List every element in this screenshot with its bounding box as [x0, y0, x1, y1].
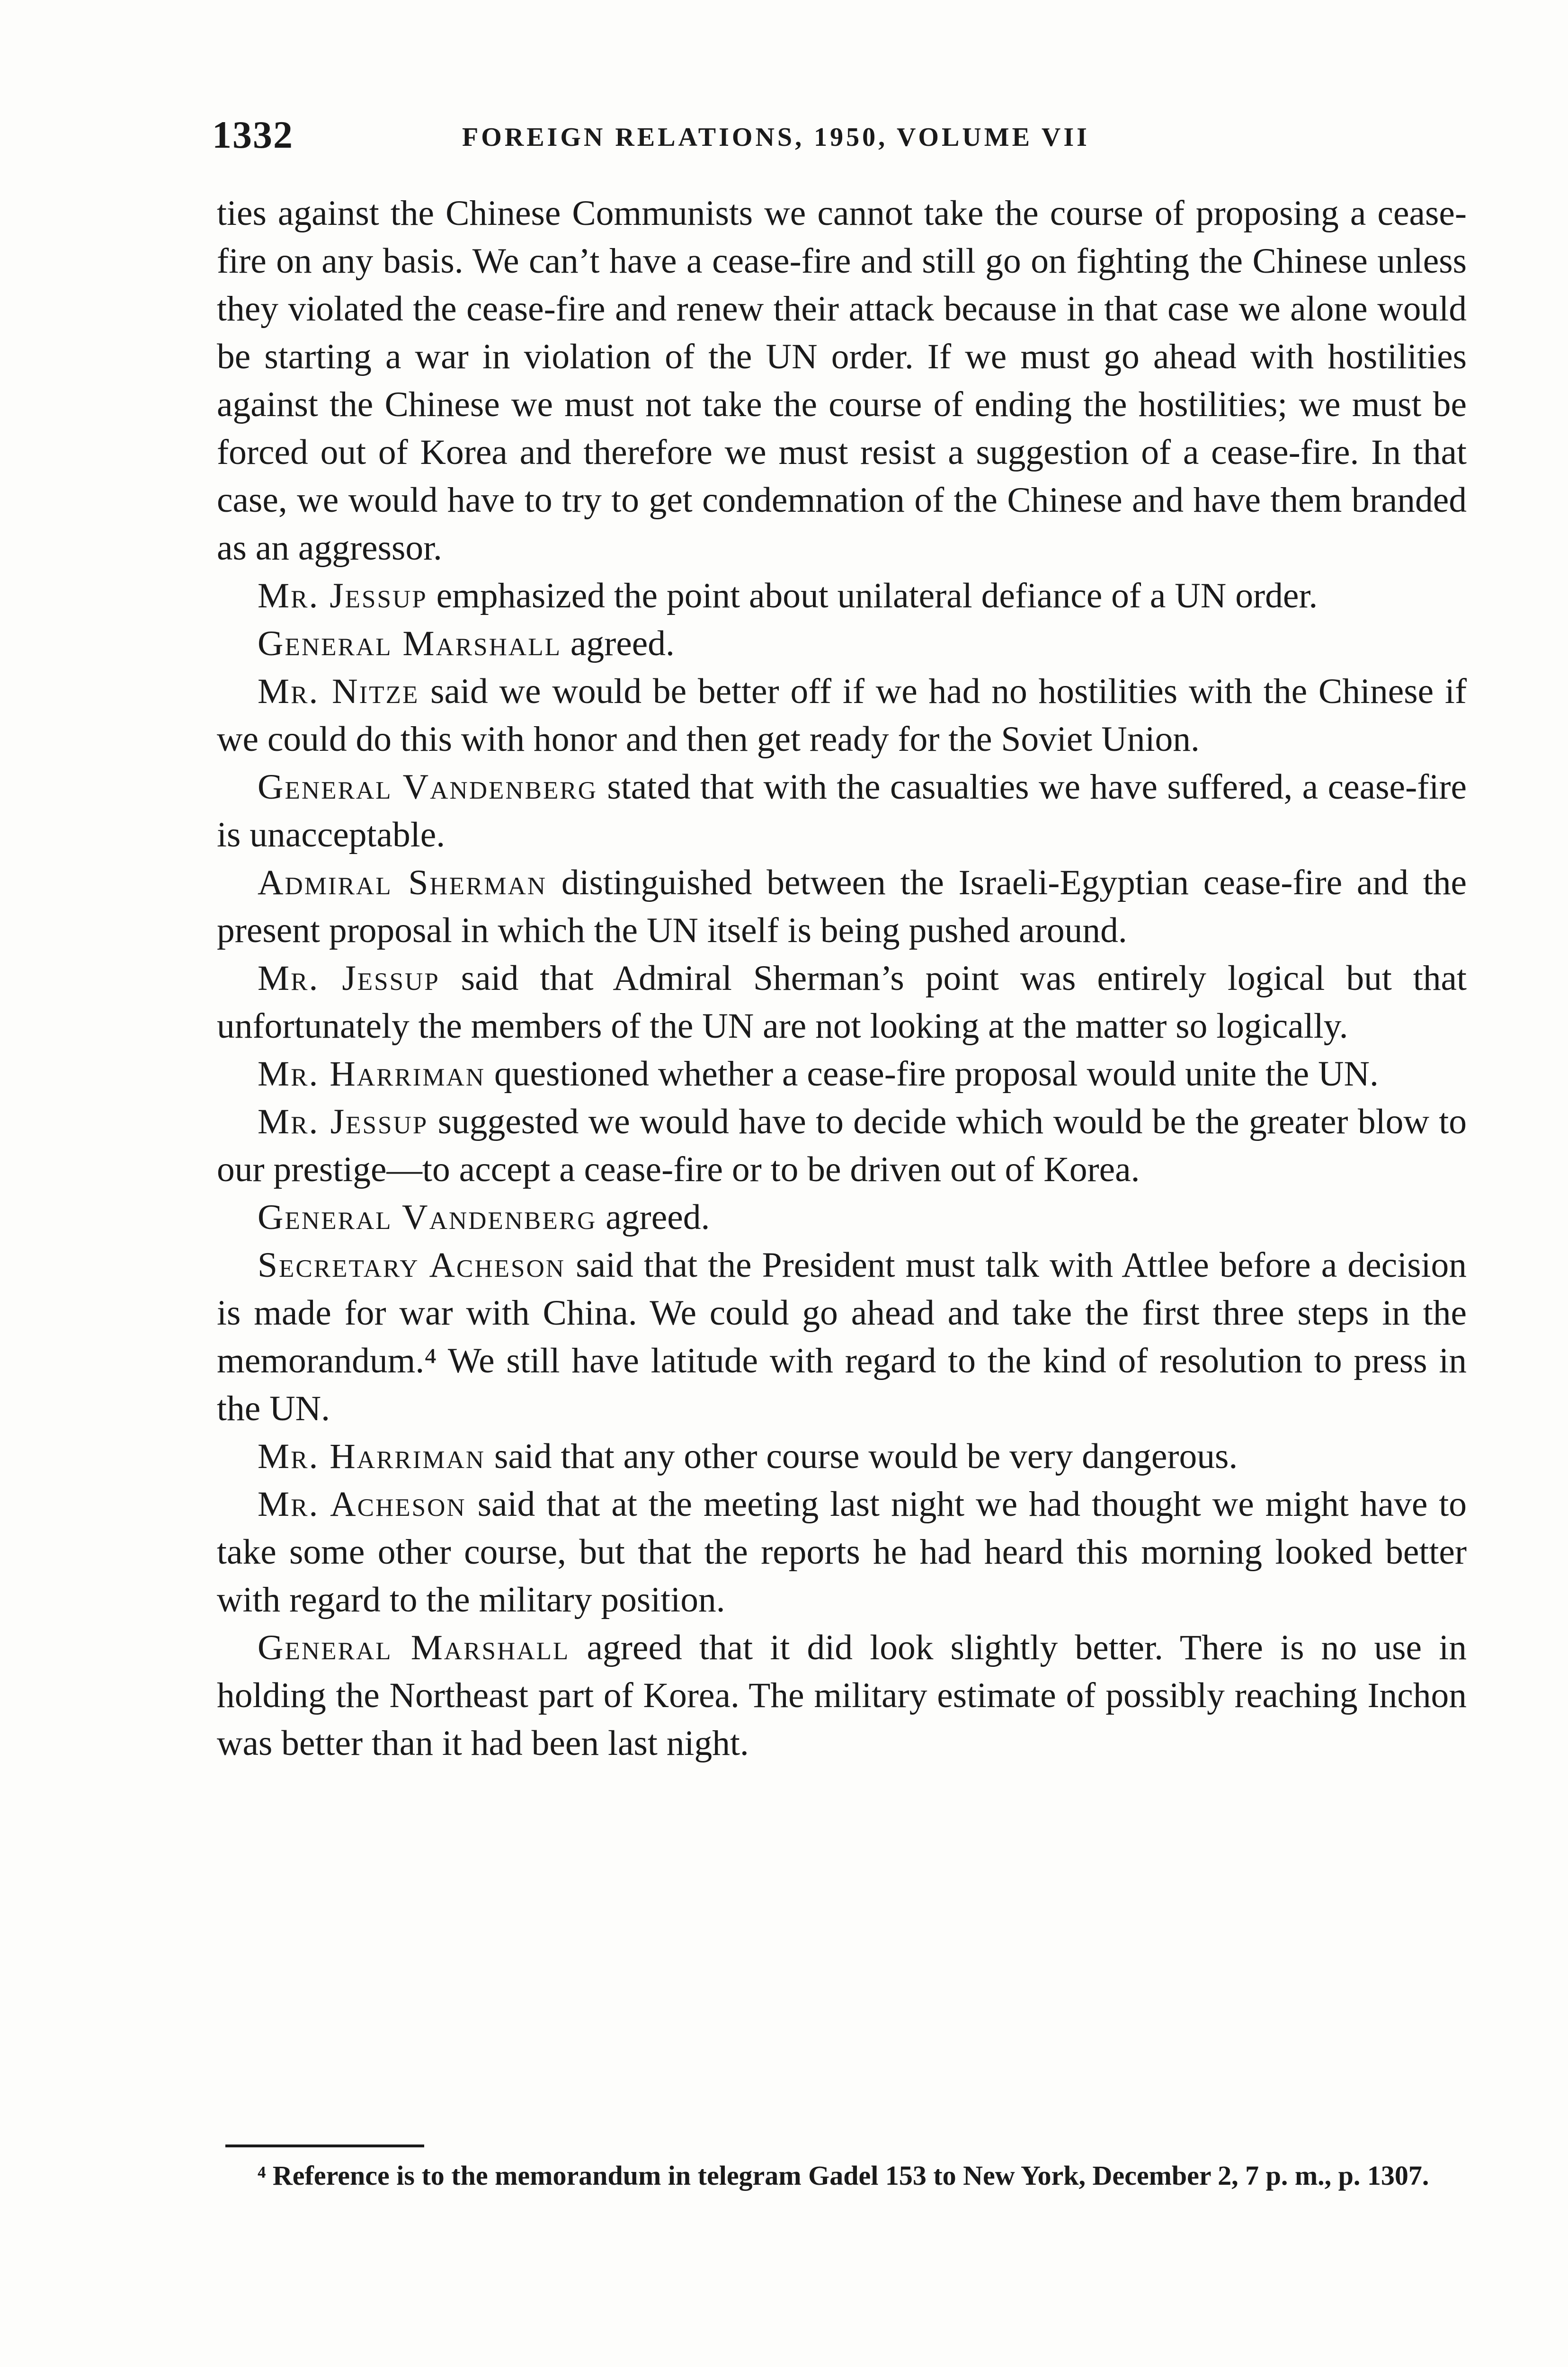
running-head: FOREIGN RELATIONS, 1950, VOLUME VII — [462, 123, 1090, 152]
paragraph-text: distinguished between the Israeli-Egyptian cease-fire and the present proposal in which the UN itself is being pushed around. — [217, 863, 1467, 950]
footnote — [217, 2157, 1467, 2195]
paragraph-text: emphasized the point about unilateral defiance of a UN order. — [427, 576, 1318, 615]
paragraph-text: said that the President must talk with Attlee before a decision is made for war with China. We could go ahead and take the first three steps in the memorandum.⁴ We still have latitude with regard to the kind of resolution to press in the UN. — [217, 1246, 1467, 1428]
paragraph — [217, 954, 1467, 1050]
speaker-name: Mr. Nitze — [258, 672, 419, 711]
speaker-name: Admiral Sherman — [258, 863, 547, 902]
paragraph — [217, 189, 1467, 572]
paragraph-text: questioned whether a cease-fire proposal would unite the UN. — [485, 1054, 1379, 1094]
paragraph — [217, 1193, 1467, 1241]
paragraph — [217, 1241, 1467, 1433]
paragraph-text: said that any other course would be very dangerous. — [485, 1437, 1238, 1476]
speaker-name: Mr. Jessup — [258, 959, 440, 998]
paragraph-text: agreed that it did look slightly better. There is no use in holding the Northeast part of Korea. The military estimate of possibly reaching Inchon was better than it had been last night. — [217, 1628, 1467, 1763]
paragraph-text: stated that with the casualties we have suffered, a cease-fire is unacceptable. — [217, 767, 1467, 854]
paragraph — [217, 1050, 1467, 1098]
paragraph — [217, 1480, 1467, 1624]
speaker-name: General Marshall — [258, 1628, 570, 1667]
paragraph — [217, 1433, 1467, 1480]
page-header — [212, 113, 1471, 165]
paragraph-text: agreed. — [597, 1198, 710, 1237]
speaker-name: Mr. Harriman — [258, 1437, 486, 1476]
speaker-name: Mr. Jessup — [258, 576, 428, 615]
paragraph — [217, 620, 1467, 667]
speaker-name: Secretary Acheson — [258, 1246, 566, 1285]
paragraph — [217, 859, 1467, 954]
speaker-name: General Vandenberg — [258, 1198, 597, 1237]
paragraph — [217, 667, 1467, 763]
paragraph-text: suggested we would have to decide which would be the greater blow to our prestige—to accept a cease-fire or to be driven out of Korea. — [217, 1102, 1467, 1189]
paragraph — [217, 1624, 1467, 1767]
body-text — [217, 189, 1467, 1767]
speaker-name: Mr. Harriman — [258, 1054, 486, 1094]
speaker-name: General Vandenberg — [258, 767, 597, 807]
paragraph-text: said that at the meeting last night we had thought we might have to take some other course, but that the reports he had heard this morning looked better with regard to the military position. — [217, 1485, 1467, 1620]
speaker-name: Mr. Jessup — [258, 1102, 428, 1141]
paragraph-text: said that Admiral Sherman’s point was entirely logical but that unfortunately the members of the UN are not looking at the matter so logically. — [217, 959, 1467, 1046]
paragraph — [217, 763, 1467, 859]
page-number: 1332 — [212, 113, 294, 156]
footnote-text: ⁴ Reference is to the memorandum in telegram Gadel 153 to New York, December 2, 7 p. m., p. 1307. — [258, 2160, 1429, 2191]
paragraph — [217, 572, 1467, 620]
paragraph-text: agreed. — [561, 624, 675, 663]
speaker-name: Mr. Acheson — [258, 1485, 466, 1524]
footnote-rule — [225, 2145, 424, 2147]
paragraph-text: said we would be better off if we had no hostilities with the Chinese if we could do this with honor and then get ready for the Soviet Union. — [217, 672, 1467, 759]
speaker-name: General Marshall — [258, 624, 561, 663]
paragraph-text: ties against the Chinese Communists we cannot take the course of proposing a cease-fire on any basis. We can’t have a cease-fire and still go on fighting the Chinese unless they violated the cease-fire and renew their attack because in that case we alone would be starting a war in violation of the UN order. If we must go ahead with hostilities against the Chinese we must not take the course of ending the hostilities; we must be forced out of Korea and therefore we must resist a suggestion of a cease-fire. In that case, we would have to try to get condemnation of the Chinese and have them branded as an aggressor. — [217, 194, 1467, 568]
paragraph — [217, 1098, 1467, 1193]
